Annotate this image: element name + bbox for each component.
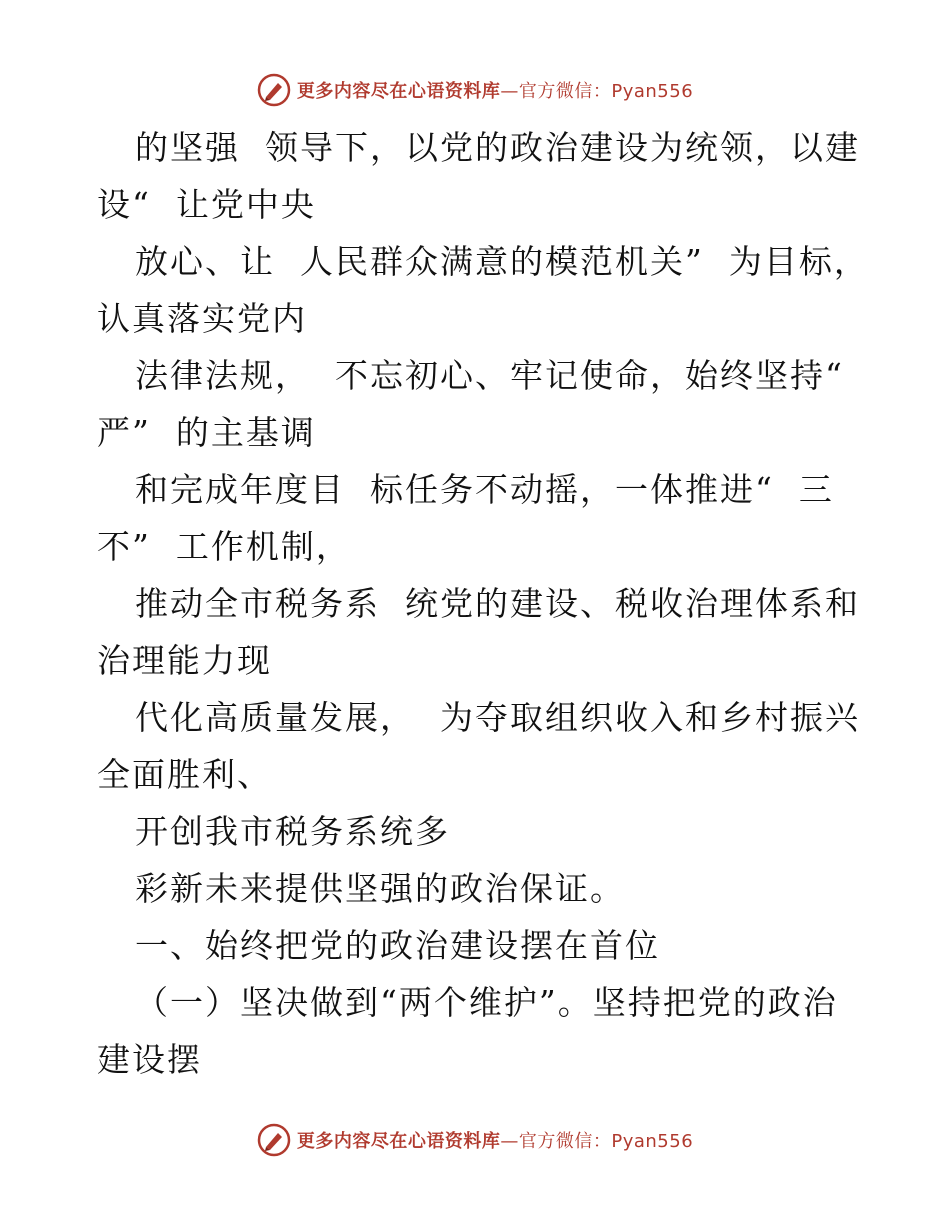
body-line: 全面胜利、 xyxy=(97,755,272,794)
pen-logo-icon xyxy=(257,73,291,107)
body-line: 治理能力现 xyxy=(97,641,272,680)
body-line: 建设摆 xyxy=(97,1040,202,1079)
body-line: 和完成年度目 标任务不动摇，一体推进“ 三 xyxy=(135,470,834,509)
body-line: 严” 的主基调 xyxy=(97,413,316,452)
body-line: 设“ 让党中央 xyxy=(97,185,316,224)
body-line: 的坚强 领导下，以党的政治建设为统领，以建 xyxy=(135,128,860,167)
body-line: 法律法规， 不忘初心、牢记使命，始终坚持“ xyxy=(135,356,844,395)
header-banner-text xyxy=(297,77,693,103)
pen-logo-icon xyxy=(257,1123,291,1157)
body-line: 彩新未来提供坚强的政治保证。 xyxy=(135,869,625,908)
footer-banner-text xyxy=(297,1127,693,1153)
header-banner-dash: — xyxy=(500,81,519,102)
body-line: 开创我市税务系统多 xyxy=(135,812,450,851)
footer-banner-contact: 官方微信：Pyan556 xyxy=(518,1131,694,1152)
body-line: 放心、让 人民群众满意的模范机关” 为目标， xyxy=(135,242,869,281)
header-banner-main: 更多内容尽在心语资料库 xyxy=(296,81,501,102)
header-banner xyxy=(0,72,950,108)
header-banner-contact: 官方微信：Pyan556 xyxy=(518,81,694,102)
section-heading: 一、始终把党的政治建设摆在首位 xyxy=(135,926,660,965)
footer-banner-dash: — xyxy=(500,1131,519,1152)
body-line: 代化高质量发展， 为夺取组织收入和乡村振兴 xyxy=(135,698,860,737)
body-line: 认真落实党内 xyxy=(97,299,307,338)
body-line: 不” 工作机制， xyxy=(97,527,351,566)
body-line: 推动全市税务系 统党的建设、税收治理体系和 xyxy=(135,584,860,623)
footer-banner xyxy=(0,1122,950,1158)
footer-banner-main: 更多内容尽在心语资料库 xyxy=(296,1131,501,1152)
subsection-heading: （一）坚决做到“两个维护”。坚持把党的政治 xyxy=(135,983,838,1022)
